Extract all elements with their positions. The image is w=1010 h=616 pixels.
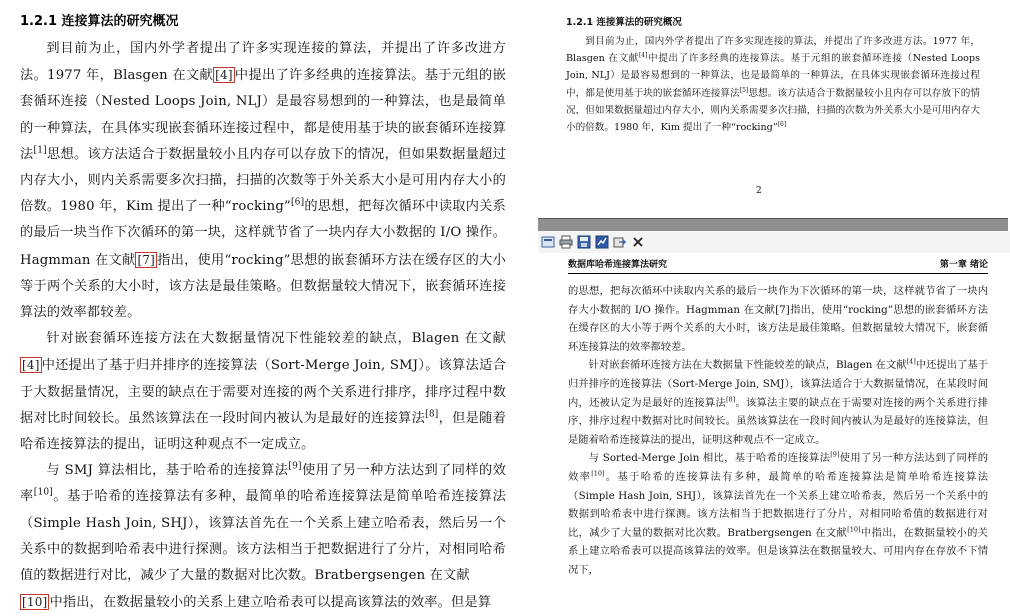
page-number: 2 — [756, 186, 762, 196]
citation-link[interactable]: [10] — [847, 525, 861, 534]
running-header — [568, 257, 988, 274]
citation-link[interactable]: [9] — [830, 450, 840, 459]
citation-link[interactable]: [1] — [33, 145, 47, 156]
viewer-toolbar — [538, 231, 1010, 253]
paragraph-3 — [20, 458, 506, 589]
paragraph-1 — [20, 36, 506, 326]
document-page-right-bottom — [538, 231, 1008, 600]
paragraph-3 — [568, 449, 988, 579]
document-page-right-top — [538, 0, 1008, 218]
citation-link[interactable]: [5] — [739, 86, 749, 94]
page-icon[interactable] — [594, 234, 610, 250]
citation-link[interactable]: [10] — [591, 469, 605, 478]
split-bar[interactable] — [538, 218, 1008, 232]
page-content — [20, 10, 506, 616]
text-run: 的思想，把每次循环中读取内关系的最后一块作为下次循环的第一块，这样就节省了一块内存大小数据的 I/O 操作。Hagmman 在文献[7]指出，使用“rocking”思想的嵌套循环方法在缓存区的大小等于两个关系的大小时，该方法是最佳策略。但数据量较大情况下，嵌套循环连接算法的效率都较差。 — [568, 285, 988, 353]
section-heading: 1.2.1 连接算法的研究概况 — [20, 14, 179, 29]
text-run: 中提出了许多经典的连接算法。基于元组的嵌套循环连接（Nested Loops Join, NLJ）是最容易想到的一种算法，也是最简单的一种算法，在具体实现嵌套循环连接过程中，都是使用基于块的嵌套循环连接算法 — [566, 53, 980, 99]
paragraph-4 — [20, 589, 506, 616]
print-icon[interactable] — [558, 234, 574, 250]
text-run: 。基于哈希的连接算法有多种，最简单的哈希连接算法是简单哈希连接算法（Simple Hash Join, SHJ），该算法首先在一个关系上建立哈希表，然后另一个关系中的数据到哈希表中进行探测。该方法相当于把数据进行了分片，对相同哈希值的数据进行对比，减少了大量的数据对比次数。Bratbergsengen 在文献 — [20, 489, 506, 584]
text-run: 思想。该方法适合于数据量较小且内存可以存放下的情况，但如果数据量超过内存大小，则内关系需要多次扫描，扫描的次数等于外关系大小是可用内存大小的倍数。1980 年，Kim 提出了一种“rocking” — [20, 146, 507, 215]
hand-icon[interactable] — [612, 234, 628, 250]
citation-link[interactable]: [7] — [137, 252, 156, 267]
text-run: 。基于哈希的连接算法有多种，最简单的哈希连接算法是简单哈希连接算法（Simple Hash Join, SHJ），该算法首先在一个关系上建立哈希表，然后另一个关系中的数据到哈希表中进行探测。该方法相当于把数据进行了分片，对相同哈希值的数据进行对比，减少了大量的数据对比次数。Bratbergsengen 在文献 — [568, 470, 989, 539]
text-run: 思想。该方法适合于数据量较小且内存可以存放下的情况，但如果数据量超过内存大小，则内关系需要多次扫描，扫描的次数为外关系大小是可用内存大小的倍数。1980 年，Kim 提出了一种“rocking” — [566, 87, 981, 134]
pane-divider[interactable] — [528, 0, 538, 600]
header-title: 数据库哈希连接算法研究 — [568, 260, 668, 270]
paragraph-1 — [568, 282, 988, 356]
close-icon[interactable] — [630, 234, 646, 250]
page-content — [568, 257, 988, 580]
text-run: 的思想，把每次循环中读取内关系的最后一块当作下次循环的第一块，这样就节省了一块内存大小数据的 I/O 操作。Hagmman 在文献 — [20, 199, 506, 268]
text-run: 中还提出了基于归并排序的连接算法（Sort-Merge Join, SMJ）。该算法适合于大数据量情况，主要的缺点在于需要对连接的两个关系进行排序，排序过程中数据对比时间较长。虽然该算法在一段时间内被认为是最好的连接算法 — [20, 358, 506, 426]
text-run: 。该算法主要的缺点在于需要对连接的两个关系进行排序，排序过程中数据对比时间较长。虽然该算法在一段时间内被认为是最好的连接算法，但是随着哈希连接算法的提出，证明这种观点不一定成立。 — [568, 396, 989, 446]
text-run: 中指出，在数据量较小的关系上建立哈希表可以提高该算法的效率。但是算 — [49, 595, 492, 611]
text-run: 针对嵌套循环连接方法在大数据量情况下性能较差的缺点，Blagen 在文献 — [46, 331, 506, 347]
citation-link[interactable]: [4] — [215, 68, 233, 83]
paragraph-1 — [566, 33, 980, 136]
text-run: 到目前为止，国内外学者提出了许多实现连接的算法，并提出了许多改进方法。1977 年，Blasgen 在文献 — [20, 41, 506, 84]
citation-link[interactable]: [8] — [726, 395, 736, 404]
citation-link[interactable]: [4] — [22, 358, 40, 373]
citation-link[interactable]: [6] — [777, 120, 787, 128]
text-run: 针对嵌套循环连接方法在大数据量下性能较差的缺点，Blagen 在文献 — [588, 359, 907, 372]
paragraph-2 — [20, 326, 506, 458]
text-run: 指出，使用“rocking”思想的嵌套循环方法在缓存区的大小等于两个关系的大小时，该方法是最佳策略。但数据量较大情况下，嵌套循环连接算法的效率都较差。 — [20, 252, 507, 321]
text-run: 使用了另一种方法达到了同样的效率 — [20, 463, 507, 505]
text-run: 使用了另一种方法达到了同样的效率 — [568, 452, 988, 483]
paragraph-2 — [568, 356, 988, 449]
citation-link[interactable]: [8] — [425, 409, 439, 420]
citation-link[interactable]: [6] — [290, 197, 305, 208]
select-icon[interactable] — [540, 234, 556, 250]
text-run: 与 SMJ 算法相比，基于哈希的连接算法 — [46, 463, 289, 479]
text-run: 中还提出了基于归并排序的连接算法（Sort-Merge Join, SMJ），该算法适合于大数据量情况，在某段时间内，还被认定为是最好的连接算法 — [568, 359, 989, 409]
section-heading: 1.2.1 连接算法的研究概况 — [566, 17, 682, 28]
text-run: 与 Sorted-Merge Join 相比，基于哈希的连接算法 — [588, 452, 831, 465]
text-run: 到目前为止，国内外学者提出了许多实现连接的算法，并提出了许多改进方法。1977 年，Blasgen 在文献 — [566, 36, 980, 65]
citation-link[interactable]: [4] — [906, 357, 916, 366]
text-run: ，但是随着哈希连接算法的提出，证明这种观点不一定成立。 — [20, 410, 507, 453]
save-icon[interactable] — [576, 234, 592, 250]
page-content — [566, 14, 980, 136]
citation-link[interactable]: [9] — [288, 461, 302, 472]
citation-link[interactable]: [10] — [33, 488, 54, 499]
citation-link[interactable]: [4] — [638, 52, 648, 60]
text-run: 中指出，在数据量较小的关系上建立哈希表可以提高该算法的效率。但是该算法在数据量较大、可用内存在存放不下情况下， — [568, 526, 988, 576]
text-run: 中提出了许多经典的连接算法。基于元组的嵌套循环连接（Nested Loops Join, NLJ）是最容易想到的一种算法，也是最简单的一种算法，在具体实现嵌套循环连接过程中，都是使用基于块的嵌套循环连接算法 — [20, 68, 506, 162]
citation-link[interactable]: [10] — [22, 595, 48, 610]
header-chapter: 第一章 绪论 — [939, 260, 988, 270]
